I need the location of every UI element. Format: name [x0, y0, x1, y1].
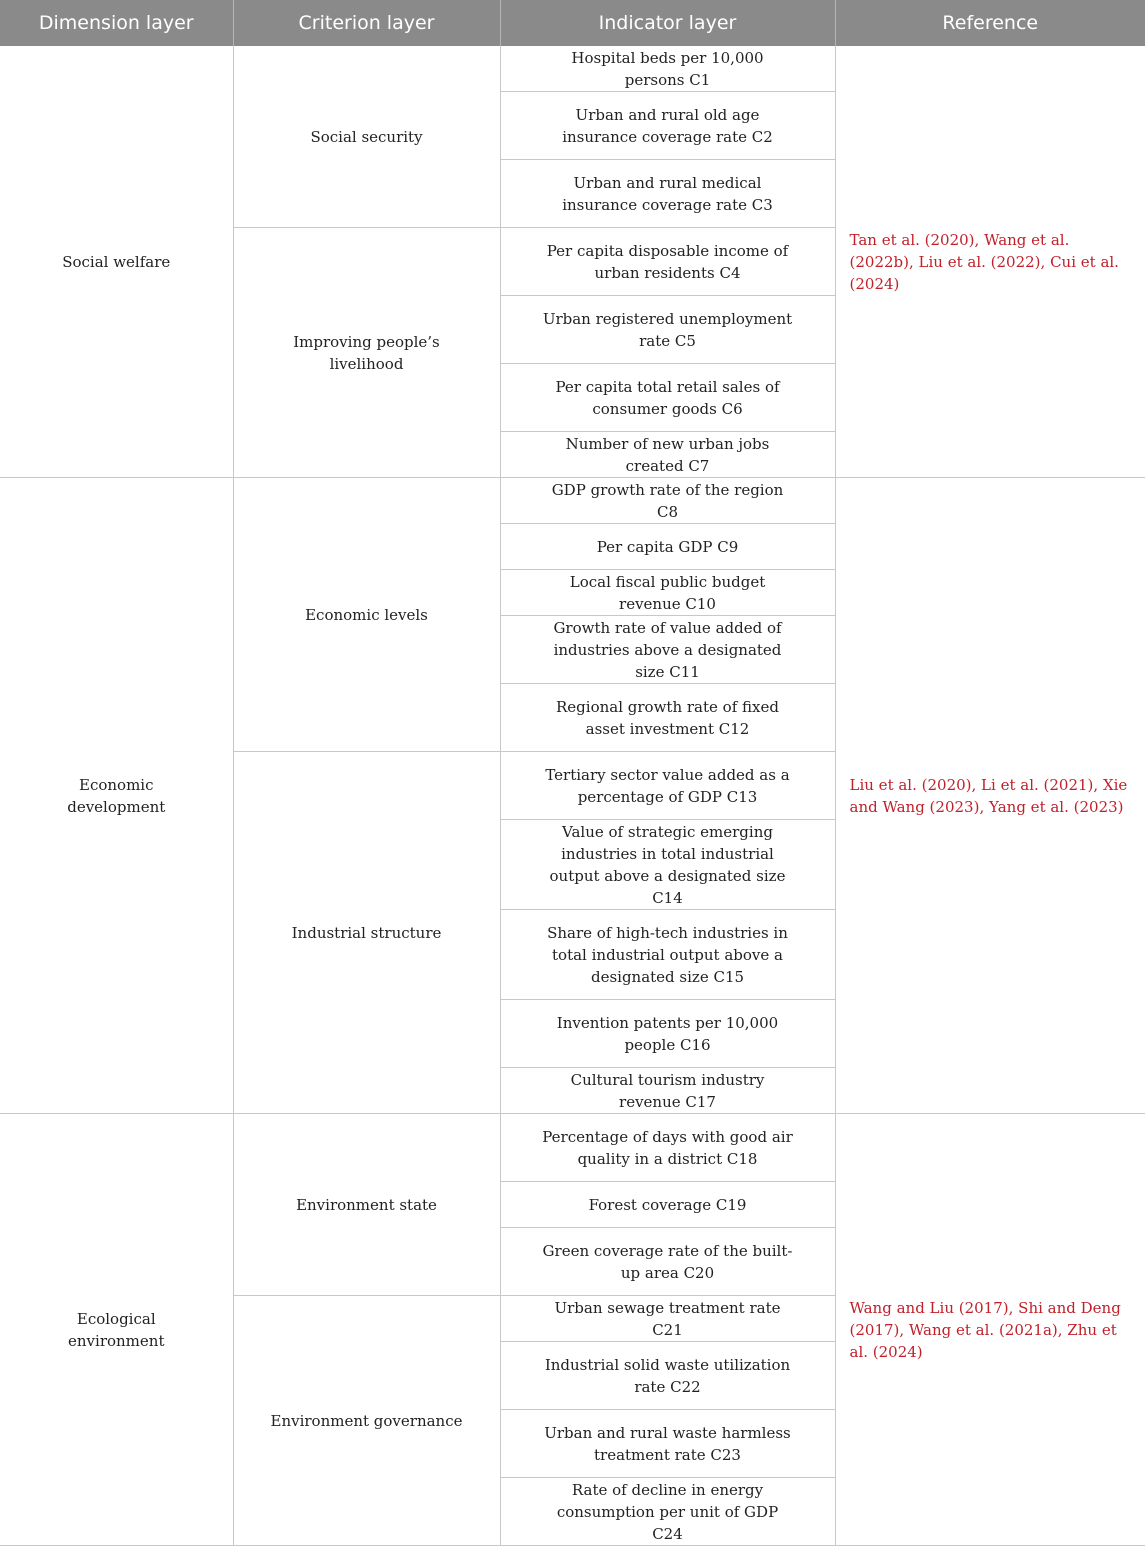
table-row: [0, 478, 1145, 524]
indicator-cell: Invention patents per 10,000 people C16: [500, 1000, 835, 1068]
indicator-cell: Per capita disposable income of urban residents C4: [500, 228, 835, 296]
indicator-cell: Percentage of days with good air quality in a district C18: [500, 1114, 835, 1182]
indicator-cell: Regional growth rate of fixed asset investment C12: [500, 684, 835, 752]
indicator-cell: Urban sewage treatment rate C21: [500, 1296, 835, 1342]
indicator-cell: Urban and rural waste harmless treatment rate C23: [500, 1410, 835, 1478]
indicator-cell: Value of strategic emerging industries in total industrial output above a designated size C14: [500, 820, 835, 910]
indicator-cell: Local fiscal public budget revenue C10: [500, 570, 835, 616]
reference-cell: Liu et al. (2020), Li et al. (2021), Xie and Wang (2023), Yang et al. (2023): [835, 478, 1145, 1114]
indicator-cell: Growth rate of value added of industries above a designated size C11: [500, 616, 835, 684]
indicator-cell: Share of high-tech industries in total industrial output above a designated size C15: [500, 910, 835, 1000]
indicator-cell: Green coverage rate of the built-up area C20: [500, 1228, 835, 1296]
table-row: [0, 1114, 1145, 1182]
indicator-cell: Urban registered unemployment rate C5: [500, 296, 835, 364]
reference-cell: Wang and Liu (2017), Shi and Deng (2017), Wang et al. (2021a), Zhu et al. (2024): [835, 1114, 1145, 1546]
indicator-cell: Urban and rural medical insurance coverage rate C3: [500, 160, 835, 228]
dimension-cell: Social welfare: [0, 46, 233, 478]
indicator-cell: Per capita total retail sales of consumer goods C6: [500, 364, 835, 432]
indicator-cell: GDP growth rate of the region C8: [500, 478, 835, 524]
header-row: [0, 0, 1145, 46]
header-reference: Reference: [835, 0, 1145, 46]
criterion-cell: Economic levels: [233, 478, 500, 752]
criterion-cell: Environment governance: [233, 1296, 500, 1546]
indicator-cell: Number of new urban jobs created C7: [500, 432, 835, 478]
dimension-cell: Economic development: [0, 478, 233, 1114]
table-row: [0, 46, 1145, 92]
indicator-cell: Industrial solid waste utilization rate C22: [500, 1342, 835, 1410]
header-criterion: Criterion layer: [233, 0, 500, 46]
reference-cell: Tan et al. (2020), Wang et al. (2022b), Liu et al. (2022), Cui et al. (2024): [835, 46, 1145, 478]
criterion-cell: Industrial structure: [233, 752, 500, 1114]
header-indicator: Indicator layer: [500, 0, 835, 46]
dimension-cell: Ecological environment: [0, 1114, 233, 1546]
indicator-cell: Per capita GDP C9: [500, 524, 835, 570]
criterion-cell: Improving people’s livelihood: [233, 228, 500, 478]
indicator-cell: Cultural tourism industry revenue C17: [500, 1068, 835, 1114]
indicator-cell: Hospital beds per 10,000 persons C1: [500, 46, 835, 92]
indicator-cell: Rate of decline in energy consumption per unit of GDP C24: [500, 1478, 835, 1546]
criterion-cell: Environment state: [233, 1114, 500, 1296]
indicator-cell: Tertiary sector value added as a percentage of GDP C13: [500, 752, 835, 820]
criterion-cell: Social security: [233, 46, 500, 228]
indicator-cell: Urban and rural old age insurance coverage rate C2: [500, 92, 835, 160]
indicator-cell: Forest coverage C19: [500, 1182, 835, 1228]
header-dimension: Dimension layer: [0, 0, 233, 46]
